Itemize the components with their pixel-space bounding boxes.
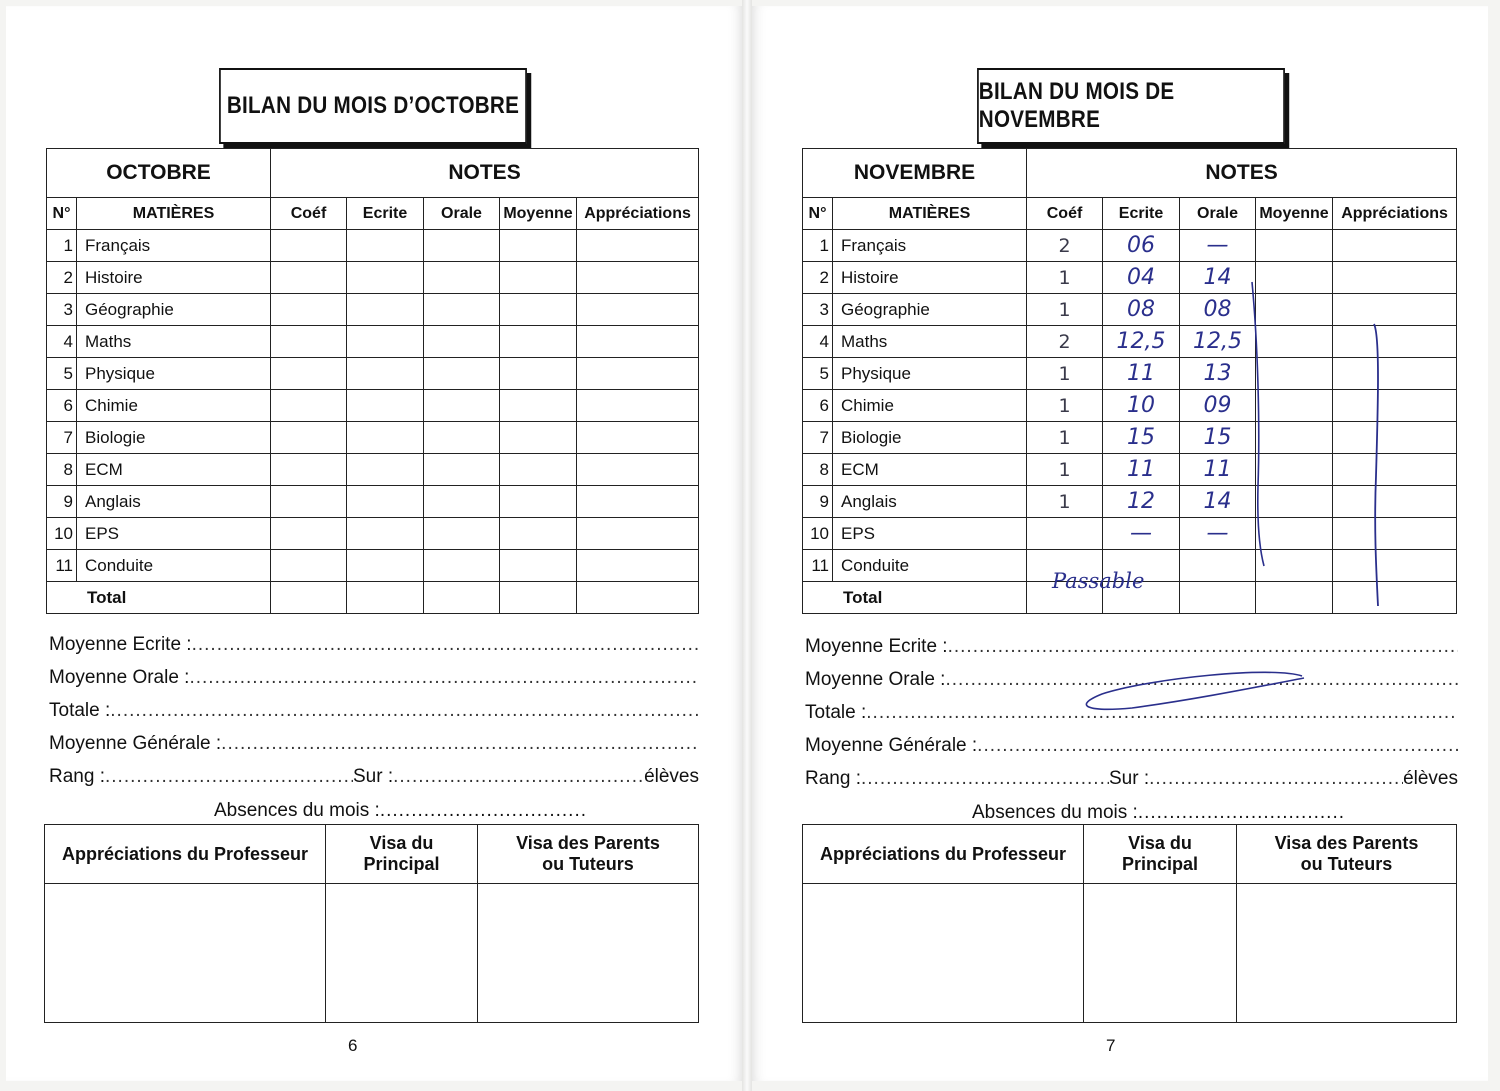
visa-table bbox=[802, 824, 1457, 1023]
total-label: Total bbox=[47, 582, 271, 614]
page-october bbox=[6, 6, 742, 1081]
absences-label: Absences du mois : bbox=[214, 800, 380, 821]
col-num: N° bbox=[47, 198, 77, 230]
subject-name: Anglais bbox=[77, 486, 271, 518]
row-number: 3 bbox=[47, 294, 77, 326]
row-number: 3 bbox=[803, 294, 833, 326]
orale-value: — bbox=[1180, 518, 1256, 550]
col-orale: Orale bbox=[1180, 198, 1256, 230]
subject-name: Biologie bbox=[833, 422, 1027, 454]
absences-label: Absences du mois : bbox=[972, 802, 1138, 823]
visa-parents-line1: Visa des Parents bbox=[1274, 833, 1419, 853]
orale-value: 13 bbox=[1180, 358, 1256, 390]
row-number: 7 bbox=[47, 422, 77, 454]
subject-name: Géographie bbox=[77, 294, 271, 326]
rang-label: Rang : bbox=[49, 766, 105, 787]
row-number: 5 bbox=[803, 358, 833, 390]
row-number: 7 bbox=[803, 422, 833, 454]
totale-label: Totale : bbox=[805, 702, 867, 723]
row-number: 6 bbox=[803, 390, 833, 422]
visa-parents-line1: Visa des Parents bbox=[516, 833, 660, 853]
col-appreciations: Appréciations bbox=[1333, 198, 1457, 230]
col-coef: Coéf bbox=[271, 198, 347, 230]
eleves-label: élèves bbox=[644, 766, 699, 787]
ecrite-value: 04 bbox=[1103, 262, 1180, 294]
table-row bbox=[803, 326, 1457, 358]
subject-name: Maths bbox=[833, 326, 1027, 358]
ecrite-value: 11 bbox=[1103, 454, 1180, 486]
row-number: 8 bbox=[803, 454, 833, 486]
coef-value: 1 bbox=[1027, 358, 1103, 390]
row-number: 4 bbox=[47, 326, 77, 358]
ecrite-value: 12 bbox=[1103, 486, 1180, 518]
moyenne-generale-label: Moyenne Générale : bbox=[49, 733, 222, 754]
month-header: NOVEMBRE bbox=[803, 149, 1027, 198]
subject-name: Physique bbox=[77, 358, 271, 390]
moyenne-orale-label: Moyenne Orale : bbox=[49, 667, 190, 688]
subject-name: Anglais bbox=[833, 486, 1027, 518]
subject-name: EPS bbox=[77, 518, 271, 550]
row-number: 1 bbox=[803, 230, 833, 262]
visa-table bbox=[44, 824, 699, 1023]
coef-value: 1 bbox=[1027, 422, 1103, 454]
moyenne-orale-label: Moyenne Orale : bbox=[805, 669, 946, 690]
table-row bbox=[47, 294, 699, 326]
row-number: 9 bbox=[47, 486, 77, 518]
orale-value: 12,5 bbox=[1180, 326, 1256, 358]
visa-parents-header bbox=[1237, 825, 1457, 884]
visa-principal-line2: Principal bbox=[1121, 854, 1199, 874]
visa-parents-line2: ou Tuteurs bbox=[542, 854, 634, 874]
ecrite-value: 10 bbox=[1103, 390, 1180, 422]
orale-value: 15 bbox=[1180, 422, 1256, 454]
moyenne-ecrite-label: Moyenne Ecrite : bbox=[49, 634, 192, 655]
visa-professeur-header: Appréciations du Professeur bbox=[45, 825, 326, 884]
coef-value: 1 bbox=[1027, 294, 1103, 326]
absences-line: Absences du mois :................................. bbox=[214, 800, 588, 821]
subject-name: EPS bbox=[833, 518, 1027, 550]
grades-table bbox=[46, 148, 699, 614]
summary-block bbox=[49, 634, 699, 799]
ecrite-value: 06 bbox=[1103, 230, 1180, 262]
col-subject: MATIÈRES bbox=[833, 198, 1027, 230]
orale-value: 08 bbox=[1180, 294, 1256, 326]
table-row bbox=[47, 390, 699, 422]
orale-value: 09 bbox=[1180, 390, 1256, 422]
subject-name: Français bbox=[833, 230, 1027, 262]
row-number: 10 bbox=[803, 518, 833, 550]
table-row bbox=[47, 486, 699, 518]
table-row bbox=[47, 550, 699, 582]
coef-value: 1 bbox=[1027, 486, 1103, 518]
absences-line: Absences du mois :................................. bbox=[972, 802, 1346, 823]
row-number: 4 bbox=[803, 326, 833, 358]
ecrite-value: 15 bbox=[1103, 422, 1180, 454]
totale-label: Totale : bbox=[49, 700, 111, 721]
month-header: OCTOBRE bbox=[47, 149, 271, 198]
row-number: 8 bbox=[47, 454, 77, 486]
sur-label: Sur : bbox=[352, 766, 394, 787]
row-number: 9 bbox=[803, 486, 833, 518]
rang-label: Rang : bbox=[805, 768, 861, 789]
summary-block bbox=[805, 636, 1458, 801]
table-row bbox=[803, 518, 1457, 550]
row-number: 2 bbox=[47, 262, 77, 294]
coef-value bbox=[1027, 518, 1103, 550]
table-row bbox=[47, 326, 699, 358]
col-moyenne: Moyenne bbox=[500, 198, 577, 230]
orale-value: 14 bbox=[1180, 486, 1256, 518]
visa-parents-line2: ou Tuteurs bbox=[1300, 854, 1393, 874]
table-row bbox=[803, 230, 1457, 262]
visa-principal-header bbox=[1084, 825, 1237, 884]
grades-table bbox=[802, 148, 1457, 614]
table-row bbox=[803, 294, 1457, 326]
total-row bbox=[47, 582, 699, 614]
subject-name: Français bbox=[77, 230, 271, 262]
conduite-handwritten-note: Passable bbox=[1052, 569, 1145, 593]
coef-value: 1 bbox=[1027, 262, 1103, 294]
page-number: 6 bbox=[348, 1036, 358, 1055]
orale-value: 14 bbox=[1180, 262, 1256, 294]
table-row bbox=[47, 230, 699, 262]
subject-name: ECM bbox=[833, 454, 1027, 486]
table-row bbox=[47, 358, 699, 390]
col-orale: Orale bbox=[424, 198, 500, 230]
col-coef: Coéf bbox=[1027, 198, 1103, 230]
row-number: 1 bbox=[47, 230, 77, 262]
page-title: BILAN DU MOIS D’OCTOBRE bbox=[219, 68, 527, 144]
table-row bbox=[803, 454, 1457, 486]
col-ecrite: Ecrite bbox=[347, 198, 424, 230]
visa-parents-header bbox=[478, 825, 699, 884]
subject-name: Maths bbox=[77, 326, 271, 358]
book-spine bbox=[742, 0, 752, 1091]
subject-name: Histoire bbox=[833, 262, 1027, 294]
visa-professeur-header: Appréciations du Professeur bbox=[803, 825, 1084, 884]
row-number: 11 bbox=[47, 550, 77, 582]
subject-name: ECM bbox=[77, 454, 271, 486]
notes-header: NOTES bbox=[271, 149, 699, 198]
coef-value: 2 bbox=[1027, 230, 1103, 262]
visa-principal-line1: Visa du bbox=[1128, 833, 1192, 853]
orale-value: — bbox=[1180, 230, 1256, 262]
moyenne-ecrite-label: Moyenne Ecrite : bbox=[805, 636, 948, 657]
sur-label: Sur : bbox=[1108, 768, 1150, 789]
ecrite-value: 08 bbox=[1103, 294, 1180, 326]
table-row bbox=[803, 390, 1457, 422]
orale-value: 11 bbox=[1180, 454, 1256, 486]
table-row bbox=[47, 262, 699, 294]
page-number: 7 bbox=[1106, 1036, 1116, 1055]
row-number: 10 bbox=[47, 518, 77, 550]
visa-principal-line2: Principal bbox=[363, 854, 440, 874]
subject-name: Physique bbox=[833, 358, 1027, 390]
row-number: 11 bbox=[803, 550, 833, 582]
coef-value: 1 bbox=[1027, 390, 1103, 422]
table-row bbox=[47, 422, 699, 454]
coef-value: 2 bbox=[1027, 326, 1103, 358]
col-ecrite: Ecrite bbox=[1103, 198, 1180, 230]
col-subject: MATIÈRES bbox=[77, 198, 271, 230]
col-num: N° bbox=[803, 198, 833, 230]
total-label: Total bbox=[803, 582, 1027, 614]
table-row bbox=[803, 358, 1457, 390]
table-row bbox=[47, 518, 699, 550]
visa-principal-header bbox=[326, 825, 478, 884]
page-november bbox=[752, 6, 1488, 1081]
coef-value: 1 bbox=[1027, 454, 1103, 486]
row-number: 6 bbox=[47, 390, 77, 422]
subject-name: Géographie bbox=[833, 294, 1027, 326]
ecrite-value: — bbox=[1103, 518, 1180, 550]
row-number: 2 bbox=[803, 262, 833, 294]
subject-name: Chimie bbox=[77, 390, 271, 422]
col-moyenne: Moyenne bbox=[1256, 198, 1333, 230]
visa-principal-line1: Visa du bbox=[369, 833, 434, 853]
page-title: BILAN DU MOIS DE NOVEMBRE bbox=[977, 68, 1285, 144]
ecrite-value: 12,5 bbox=[1103, 326, 1180, 358]
subject-name: Conduite bbox=[77, 550, 271, 582]
table-row bbox=[803, 422, 1457, 454]
subject-name: Chimie bbox=[833, 390, 1027, 422]
ecrite-value: 11 bbox=[1103, 358, 1180, 390]
table-row bbox=[47, 454, 699, 486]
subject-name: Conduite bbox=[833, 550, 1027, 582]
notes-header: NOTES bbox=[1027, 149, 1457, 198]
eleves-label: élèves bbox=[1403, 768, 1458, 789]
moyenne-generale-label: Moyenne Générale : bbox=[805, 735, 978, 756]
subject-name: Histoire bbox=[77, 262, 271, 294]
table-row bbox=[803, 262, 1457, 294]
subject-name: Biologie bbox=[77, 422, 271, 454]
table-row bbox=[803, 486, 1457, 518]
col-appreciations: Appréciations bbox=[577, 198, 699, 230]
row-number: 5 bbox=[47, 358, 77, 390]
